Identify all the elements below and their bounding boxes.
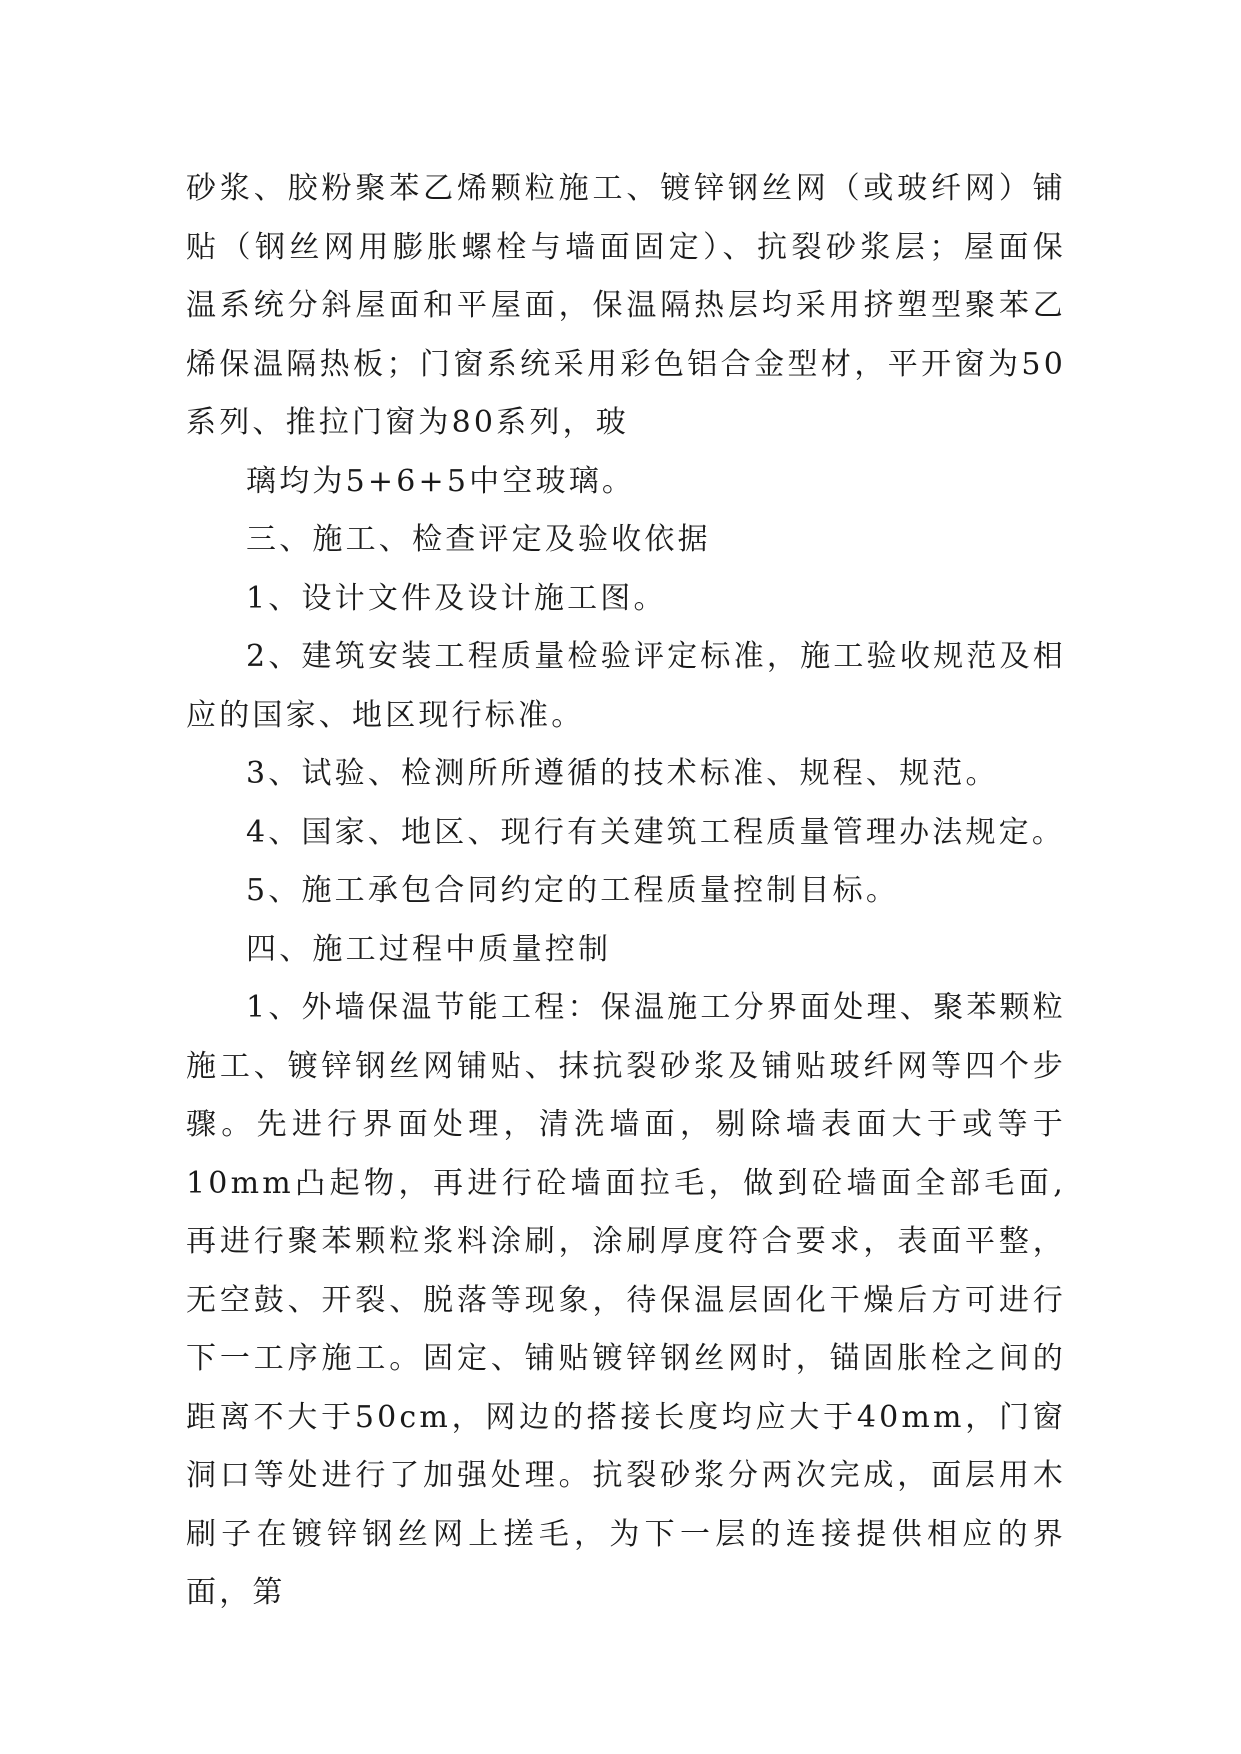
document-body: [186, 160, 1066, 1623]
section-heading-quality-control: 四、施工过程中质量控制: [246, 931, 612, 967]
list-item-basis-3: 3、试验、检测所所遵循的技术标准、规程、规范。: [246, 756, 999, 791]
paragraph-materials-continued: 砂浆、胶粉聚苯乙烯颗粒施工、镀锌钢丝网（或玻纤网）铺贴（钢丝网用膨胀螺栓与墙面固定）、抗裂砂浆层；屋面保温系统分斜屋面和平屋面，保温隔热层均采用挤塑型聚苯乙烯保温隔热板；门窗系统采用彩色铝合金型材，平开窗为50系列、推拉门窗为80系列，玻: [186, 171, 1066, 440]
list-item-basis-1: 1、设计文件及设计施工图。: [246, 580, 667, 616]
paragraph-exterior-insulation: 1、外墙保温节能工程：保温施工分界面处理、聚苯颗粒施工、镀锌钢丝网铺贴、抹抗裂砂浆及铺贴玻纤网等四个步骤。先进行界面处理，清洗墙面，剔除墙表面大于或等于10mm凸起物，再进行砼墙面拉毛，做到砼墙面全部毛面,再进行聚苯颗粒浆料涂刷，涂刷厚度符合要求，表面平整，无空鼓、开裂、脱落等现象，待保温层固化干燥后方可进行下一工序施工。固定、铺贴镀锌钢丝网时，锚固胀栓之间的距离不大于50cm，网边的搭接长度均应大于40mm，门窗洞口等处进行了加强处理。抗裂砂浆分两次完成，面层用木刷子在镀锌钢丝网上搓毛，为下一层的连接提供相应的界面，第: [186, 990, 1066, 1610]
paragraph-glass: 璃均为5+6+5中空玻璃。: [246, 463, 636, 499]
list-item-basis-5: 5、施工承包合同约定的工程质量控制目标。: [246, 873, 900, 908]
list-item-basis-2: 2、建筑安装工程质量检验评定标准，施工验收规范及相应的国家、地区现行标准。: [186, 639, 1066, 733]
section-heading-basis: 三、施工、检查评定及验收依据: [246, 522, 711, 557]
list-item-basis-4: 4、国家、地区、现行有关建筑工程质量管理办法规定。: [246, 814, 1066, 850]
